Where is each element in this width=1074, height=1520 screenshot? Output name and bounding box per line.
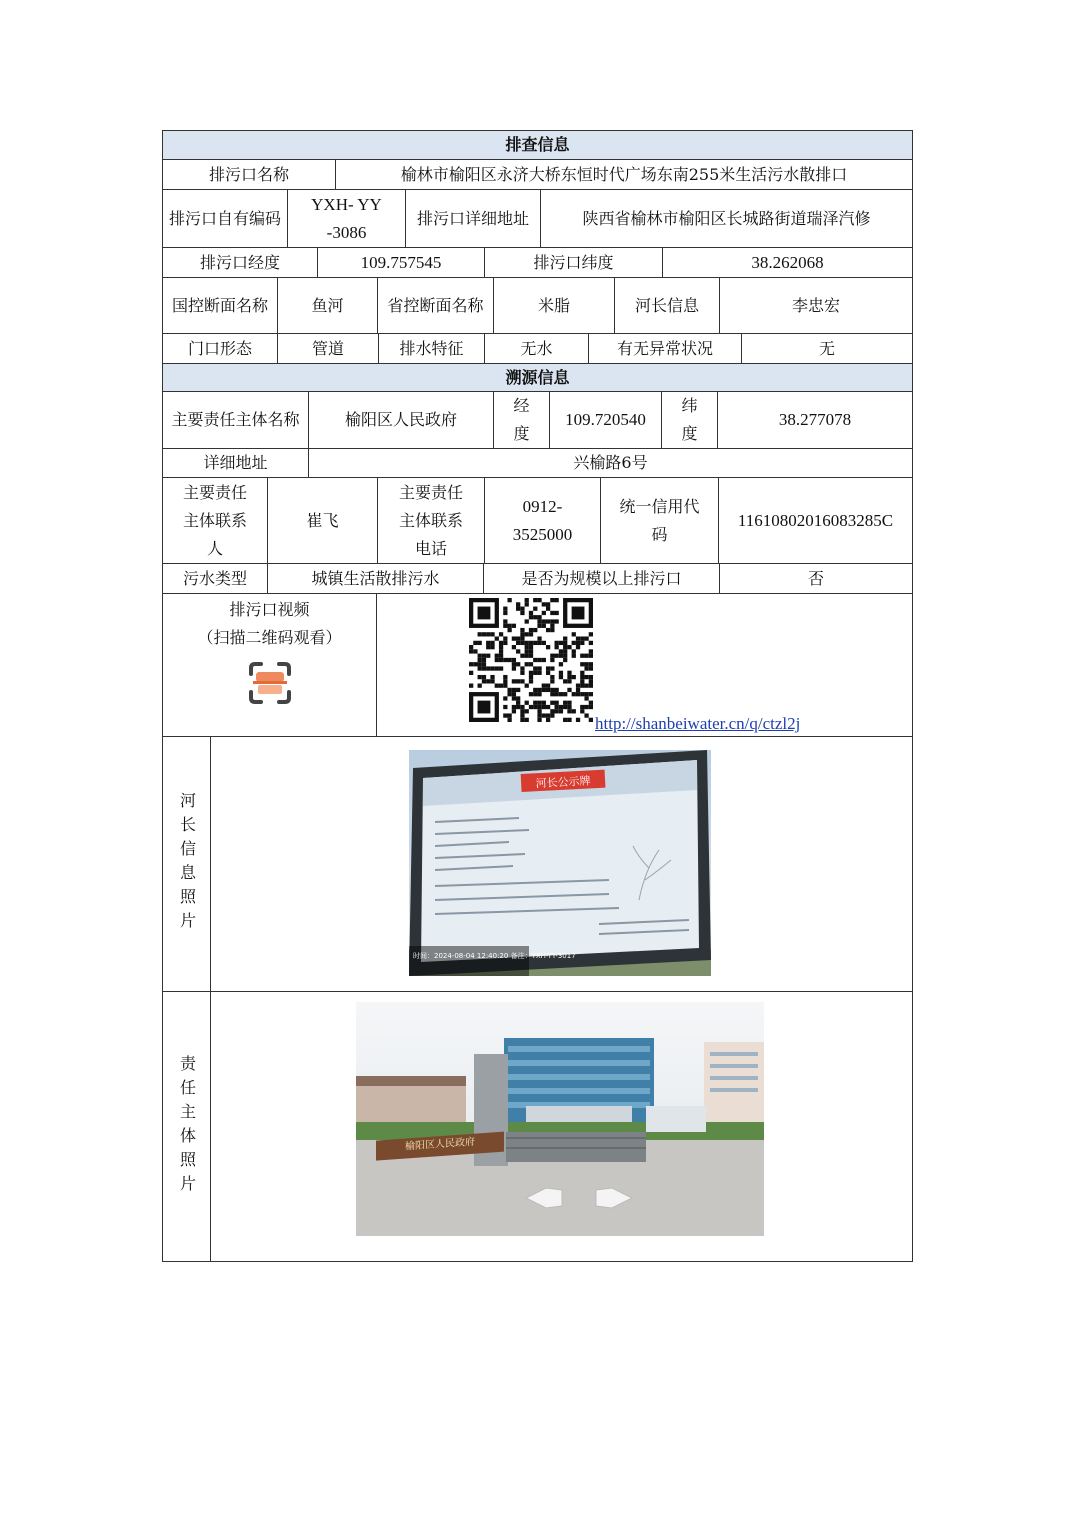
detail-address-value: 兴榆路6号 <box>573 453 648 472</box>
video-hint: （扫描二维码观看） <box>197 628 342 647</box>
trace-lat-label: 纬度 <box>662 392 718 448</box>
phone-label: 主要责任主体联系电话 <box>378 478 485 563</box>
outlet-lon-label: 排污口经度 <box>163 248 318 277</box>
sign-title: 河长公示牌 <box>535 774 591 791</box>
outlet-name-value: 榆林市榆阳区永济大桥东恒时代广场东南255米生活污水散排口 <box>400 164 848 184</box>
trace-header-row <box>162 364 913 392</box>
outlet-code-row <box>162 190 913 248</box>
provincial-section-value: 米脂 <box>494 278 615 333</box>
provincial-section-label: 省控断面名称 <box>378 278 494 333</box>
gov-sign-text: 榆阳区人民政府 <box>405 1136 475 1153</box>
address-value: 陕西省榆林市榆阳区长城路街道瑞泽汽修 <box>582 208 871 228</box>
sewage-type-value: 城镇生活散排污水 <box>268 564 484 593</box>
national-section-value: 鱼河 <box>278 278 378 333</box>
national-section-label: 国控断面名称 <box>163 278 278 333</box>
gate-form-value: 管道 <box>278 334 379 363</box>
river-chief-photo-cell <box>211 737 912 991</box>
outlet-lat-value: 38.262068 <box>751 252 824 272</box>
credit-code-value: 11610802016083285C <box>737 510 894 530</box>
qr-code-icon[interactable] <box>469 598 593 722</box>
scale-label: 是否为规模以上排污口 <box>484 564 720 593</box>
record-sheet <box>162 130 913 1262</box>
abnormal-label: 有无异常状况 <box>589 334 742 363</box>
abnormal-value: 无 <box>818 338 835 358</box>
trace-lon-label: 经度 <box>494 392 550 448</box>
contact-value: 崔飞 <box>268 478 378 563</box>
river-chief-label: 河长信息 <box>615 278 720 333</box>
video-link[interactable]: http://shanbeiwater.cn/q/ctzl2j <box>595 714 801 733</box>
video-row <box>162 594 913 737</box>
video-label: 排污口视频 <box>229 600 310 619</box>
section-row <box>162 278 913 334</box>
gate-form-label: 门口形态 <box>163 334 278 363</box>
entity-photo-cell <box>211 992 912 1261</box>
video-qr-cell <box>377 594 912 736</box>
gate-form-row <box>162 334 913 364</box>
entity-row <box>162 392 913 449</box>
inspection-header: 排查信息 <box>163 131 912 159</box>
river-chief-photo-label-cell <box>163 737 211 991</box>
sewage-type-label: 污水类型 <box>163 564 268 593</box>
own-code-label: 排污口自有编码 <box>163 190 288 247</box>
government-building-photo <box>356 1002 764 1236</box>
entity-photo-label: 责任主体照片 <box>177 1054 197 1199</box>
sign-footer: 时间：2024-08-04 12:40:20 备注：YXH-YY-3017 <box>413 952 576 960</box>
outlet-name-label: 排污口名称 <box>163 160 336 189</box>
river-chief-value: 李忠宏 <box>791 295 840 315</box>
detail-address-row <box>162 449 913 478</box>
contact-row <box>162 478 913 564</box>
outlet-coords-row <box>162 248 913 278</box>
address-label: 排污口详细地址 <box>406 190 541 247</box>
trace-lon-value: 109.720540 <box>550 392 662 448</box>
entity-label: 主要责任主体名称 <box>163 392 309 448</box>
own-code-value: YXH- YY -3086 <box>288 190 406 247</box>
scale-value: 否 <box>807 568 824 588</box>
outlet-lat-label: 排污口纬度 <box>485 248 663 277</box>
outlet-lon-value: 109.757545 <box>318 248 485 277</box>
entity-photo-label-cell <box>163 992 211 1261</box>
drain-feature-value: 无水 <box>485 334 589 363</box>
trace-header: 溯源信息 <box>163 364 912 391</box>
sewage-type-row <box>162 564 913 594</box>
credit-code-label: 统一信用代码 <box>601 478 719 563</box>
inspection-header-row <box>162 130 913 160</box>
scan-icon[interactable] <box>247 660 293 706</box>
entity-photo-row <box>162 992 913 1262</box>
outlet-name-row <box>162 160 913 190</box>
entity-value: 榆阳区人民政府 <box>309 392 494 448</box>
trace-lat-value: 38.277078 <box>778 410 852 429</box>
river-chief-sign-photo <box>409 750 711 976</box>
river-chief-photo-row <box>162 737 913 992</box>
contact-label: 主要责任主体联系人 <box>163 478 268 563</box>
detail-address-label: 详细地址 <box>163 449 309 477</box>
video-label-cell <box>163 594 377 736</box>
phone-value: 0912-3525000 <box>485 478 601 563</box>
river-chief-photo-label: 河长信息照片 <box>177 792 197 936</box>
drain-feature-label: 排水特征 <box>379 334 485 363</box>
